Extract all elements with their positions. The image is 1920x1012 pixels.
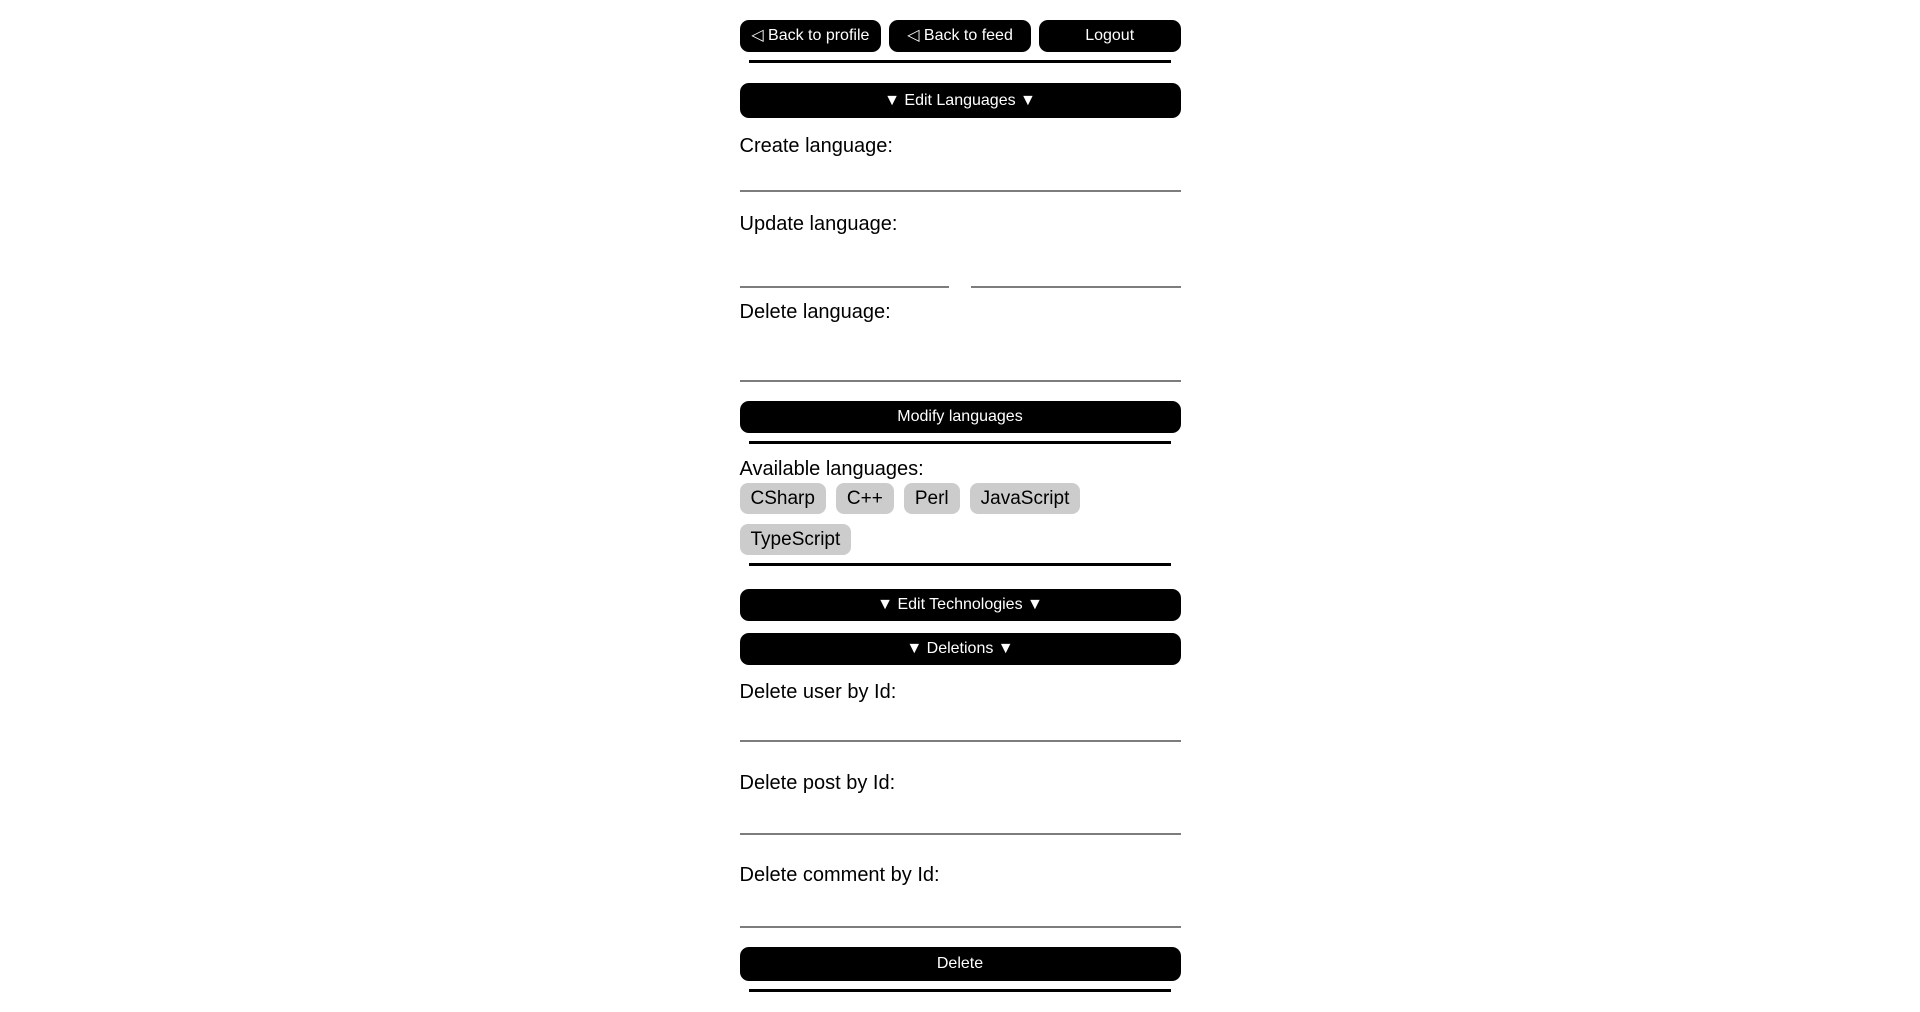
delete-button[interactable]: Delete <box>740 947 1181 981</box>
delete-comment-label: Delete comment by Id: <box>739 864 940 886</box>
language-tag[interactable]: JavaScript <box>970 483 1081 514</box>
header-button-row <box>740 20 1181 52</box>
admin-panel <box>740 0 1181 992</box>
delete-user-label: Delete user by Id: <box>739 681 897 703</box>
logout-button[interactable]: Logout <box>1039 20 1181 52</box>
header-divider <box>749 60 1171 63</box>
update-language-label: Update language: <box>739 213 898 235</box>
delete-comment-input[interactable] <box>740 887 1181 928</box>
delete-post-label: Delete post by Id: <box>739 772 896 794</box>
update-language-first-input[interactable] <box>740 236 950 288</box>
delete-user-input[interactable] <box>740 704 1181 742</box>
edit-languages-toggle[interactable]: ▼ Edit Languages ▼ <box>740 83 1181 118</box>
language-tag[interactable]: C++ <box>836 483 894 514</box>
create-language-label: Create language: <box>739 135 893 157</box>
update-language-input-row <box>740 236 1181 288</box>
language-tag[interactable]: CSharp <box>740 483 826 514</box>
languages-divider <box>749 441 1171 444</box>
tags-divider <box>749 563 1171 566</box>
back-to-profile-button[interactable]: ◁ Back to profile <box>740 20 882 52</box>
modify-languages-button[interactable]: Modify languages <box>740 401 1181 433</box>
language-tag[interactable]: Perl <box>904 483 960 514</box>
deletions-toggle[interactable]: ▼ Deletions ▼ <box>740 633 1181 665</box>
delete-post-input[interactable] <box>740 795 1181 835</box>
language-tags <box>740 483 1181 555</box>
bottom-divider <box>749 989 1171 992</box>
available-languages-label: Available languages: <box>739 458 924 480</box>
delete-language-label: Delete language: <box>739 301 891 323</box>
delete-language-input[interactable] <box>740 324 1181 382</box>
create-language-input[interactable] <box>740 158 1181 192</box>
edit-technologies-toggle[interactable]: ▼ Edit Technologies ▼ <box>740 589 1181 621</box>
language-tag[interactable]: TypeScript <box>740 524 852 555</box>
back-to-feed-button[interactable]: ◁ Back to feed <box>889 20 1031 52</box>
update-language-second-input[interactable] <box>971 236 1181 288</box>
